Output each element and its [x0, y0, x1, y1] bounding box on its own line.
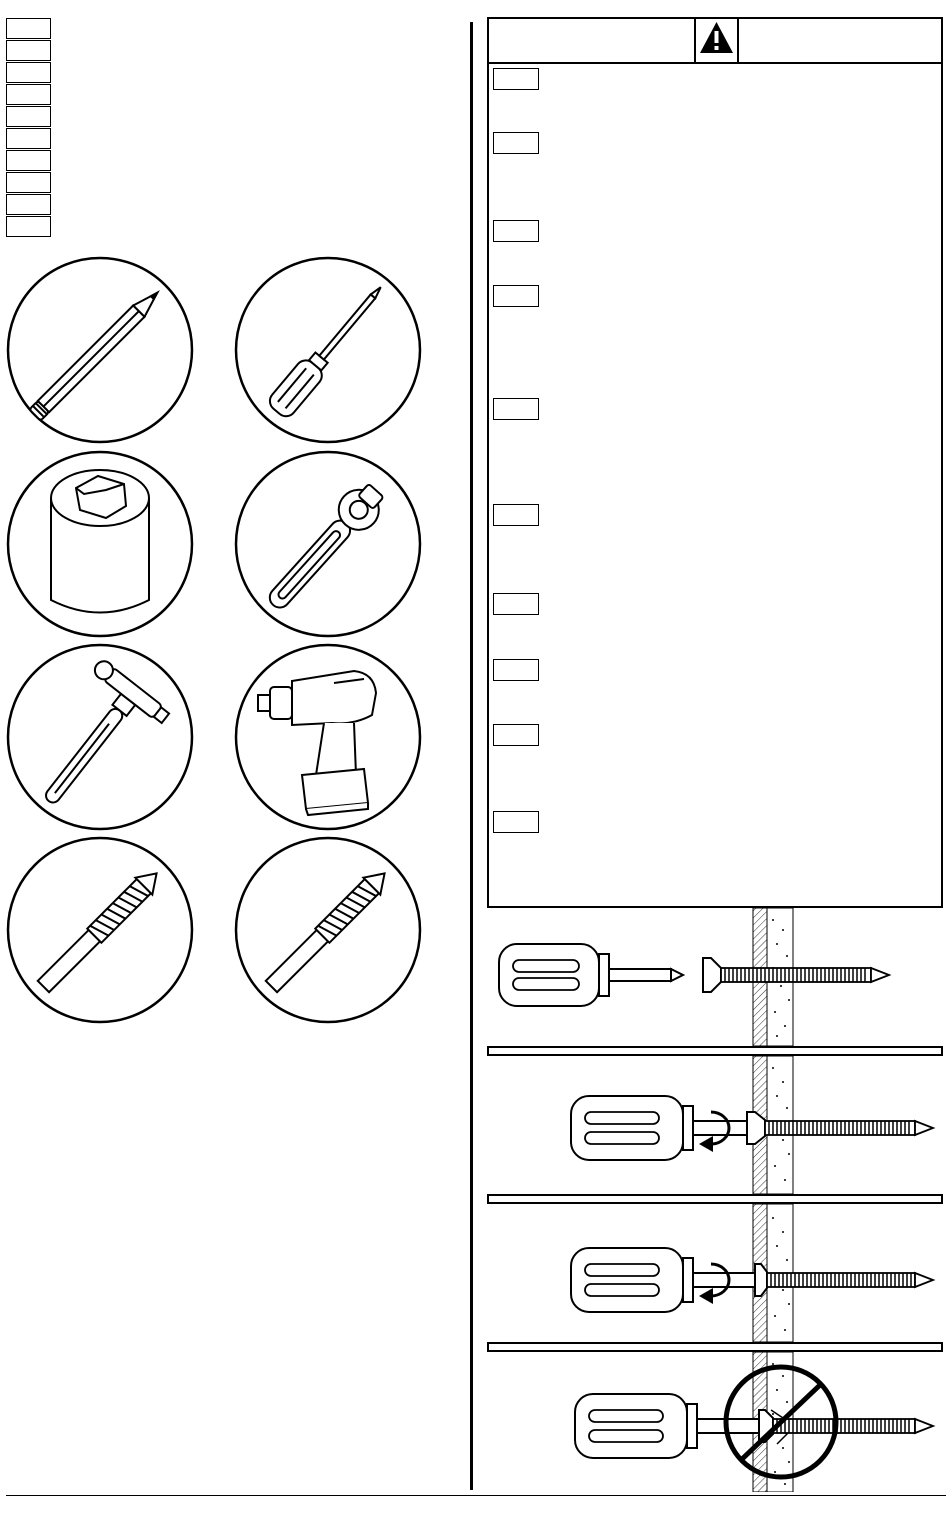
screw-tighten-icon: [487, 1056, 939, 1194]
page-bottom-rule: [6, 1495, 946, 1496]
language-tab: [6, 84, 51, 105]
warning-tag: [493, 285, 539, 307]
language-tab: [6, 172, 51, 193]
warning-tag: [493, 504, 539, 526]
language-tab: [6, 216, 51, 237]
figure-screw-tighten: [487, 1054, 943, 1196]
warning-icon-cell: [694, 17, 739, 64]
warning-tag: [493, 659, 539, 681]
screw-flush-icon: [487, 1204, 939, 1342]
socket-icon: [6, 450, 194, 638]
language-tab: [6, 194, 51, 215]
screwdriver-icon: [234, 256, 422, 444]
warning-tag: [493, 398, 539, 420]
warning-tag: [493, 724, 539, 746]
column-divider: [470, 22, 473, 1490]
hammer-icon: [6, 643, 194, 831]
cordless-drill-icon: [234, 643, 422, 831]
screw-overtighten-prohibited-icon: [487, 1352, 939, 1492]
warning-tag: [493, 811, 539, 833]
language-tab: [6, 18, 51, 39]
drill-bit-icon: [234, 836, 422, 1024]
warning-tag: [493, 220, 539, 242]
pencil-icon: [6, 256, 194, 444]
ratchet-wrench-icon: [234, 450, 422, 638]
drill-bit-icon: [6, 836, 194, 1024]
language-tab: [6, 106, 51, 127]
warning-tag: [493, 593, 539, 615]
figure-screw-insert: [487, 906, 943, 1048]
language-tab: [6, 62, 51, 83]
warning-triangle-icon: [696, 17, 737, 60]
figure-overtighten-prohibited: [487, 1350, 943, 1493]
warning-tag: [493, 132, 539, 154]
language-tab: [6, 128, 51, 149]
warning-tag: [493, 68, 539, 90]
figure-screw-flush: [487, 1202, 943, 1344]
language-tab: [6, 150, 51, 171]
language-tab: [6, 40, 51, 61]
screw-into-drywall-icon: [487, 908, 939, 1046]
